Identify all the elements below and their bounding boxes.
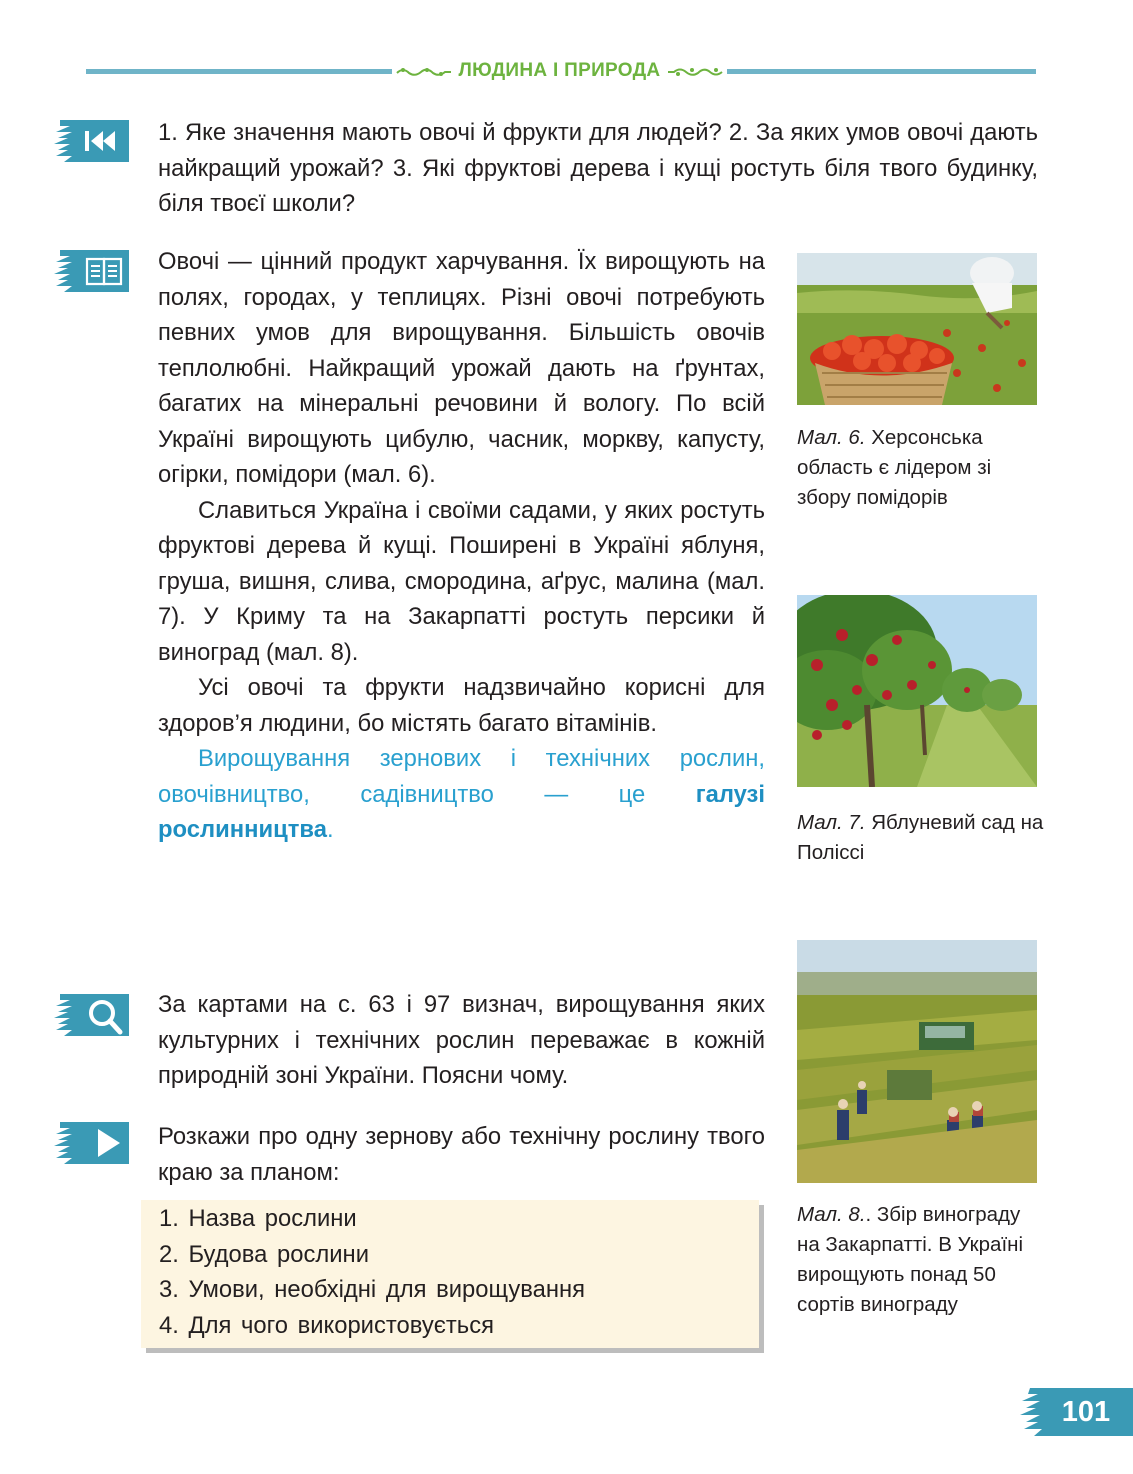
apple-orchard-photo [797, 595, 1037, 787]
figure-6-label: Мал. 6. [797, 426, 866, 449]
rewind-icon [54, 118, 131, 164]
review-questions [158, 115, 1038, 222]
page-number-tab [1020, 1388, 1133, 1436]
paragraph-vegetables: Овочі — цінний продукт харчування. Їх вирощують на полях, городах, у теплицях. Різні овочі потребують певних умов для вирощування. Більшість овочів теплолюбні. Найкращий урожай дають на ґрунтах, багатих на мінеральні речовини й вологу. По всій Україні вирощують цибулю, часник, моркву, капусту, огірки, помідори (мал. 6). [158, 248, 765, 488]
grape-harvest-photo [797, 940, 1037, 1183]
figure-6-text: Херсонська область є лідером зі збору помідорів [797, 426, 992, 509]
plan-box [141, 1200, 759, 1348]
play-icon [54, 1120, 131, 1166]
paragraph-vitamins: Усі овочі та фрукти надзвичайно корисні для здоров’я людини, бо містять багато вітамінів. [158, 674, 765, 737]
reading-text [158, 244, 765, 848]
figure-8-label: Мал. 8. [797, 1203, 866, 1226]
figure-7-label: Мал. 7. [797, 811, 866, 834]
figure-7-caption [797, 808, 1047, 868]
explore-text: За картами на с. 63 і 97 визнач, вирощування яких культурних і технічних рослин переважає в кожній природній зоні України. Поясни чому. [158, 991, 765, 1089]
plan-item: 3. Умови, необхідні для вирощування [159, 1276, 586, 1303]
plan-item: 2. Будова рослини [159, 1240, 369, 1268]
plan-item: 1. Назва рослини [159, 1205, 357, 1232]
open-book-icon [54, 248, 131, 294]
highlight-term: галузі рослинництва [158, 780, 765, 843]
plan-list [159, 1201, 585, 1343]
practice-text: Розкажи про одну зернову або технічну рослину твого краю за планом: [158, 1123, 765, 1186]
running-header: ЛЮДИНА І ПРИРОДА [458, 60, 661, 81]
figure-8-text: . Збір винограду на Закарпатті. В Україні вирощують понад 50 сортів винограду [797, 1203, 1024, 1316]
practice-task [158, 1119, 765, 1190]
plan-item: 4. Для чого використовується [159, 1311, 494, 1339]
highlight-end: . [326, 816, 334, 843]
highlight-text: Вирощування зернових і технічних рослин, овочівництво, садівництво — це [158, 745, 765, 808]
figure-8-caption [797, 1200, 1047, 1320]
leaf-ornament-icon [666, 65, 724, 79]
paragraph-crop-industry [158, 741, 765, 848]
figure-6-caption [797, 423, 1047, 513]
tomato-harvest-photo [797, 253, 1037, 405]
review-text: 1. Яке значення мають овочі й фрукти для людей? 2. За яких умов овочі дають найкращий урожай? 3. Які фруктові дерева і кущі ростуть біля твого будинку, біля твоєї школи? [158, 119, 1038, 217]
explore-task [158, 987, 765, 1094]
magnifier-icon [54, 992, 131, 1038]
figure-7-text: Яблуневий сад на Поліссі [797, 811, 1044, 864]
page-number: 101 [1061, 1396, 1111, 1428]
paragraph-orchards: Славиться Україна і своїми садами, у яких ростуть фруктові дерева й кущі. Поширені в Україні яблуня, груша, вишня, слива, смородина, аґрус, малина (мал. 7). У Криму та на Закарпатті ростуть персики й виноград (мал. 8). [158, 496, 765, 666]
